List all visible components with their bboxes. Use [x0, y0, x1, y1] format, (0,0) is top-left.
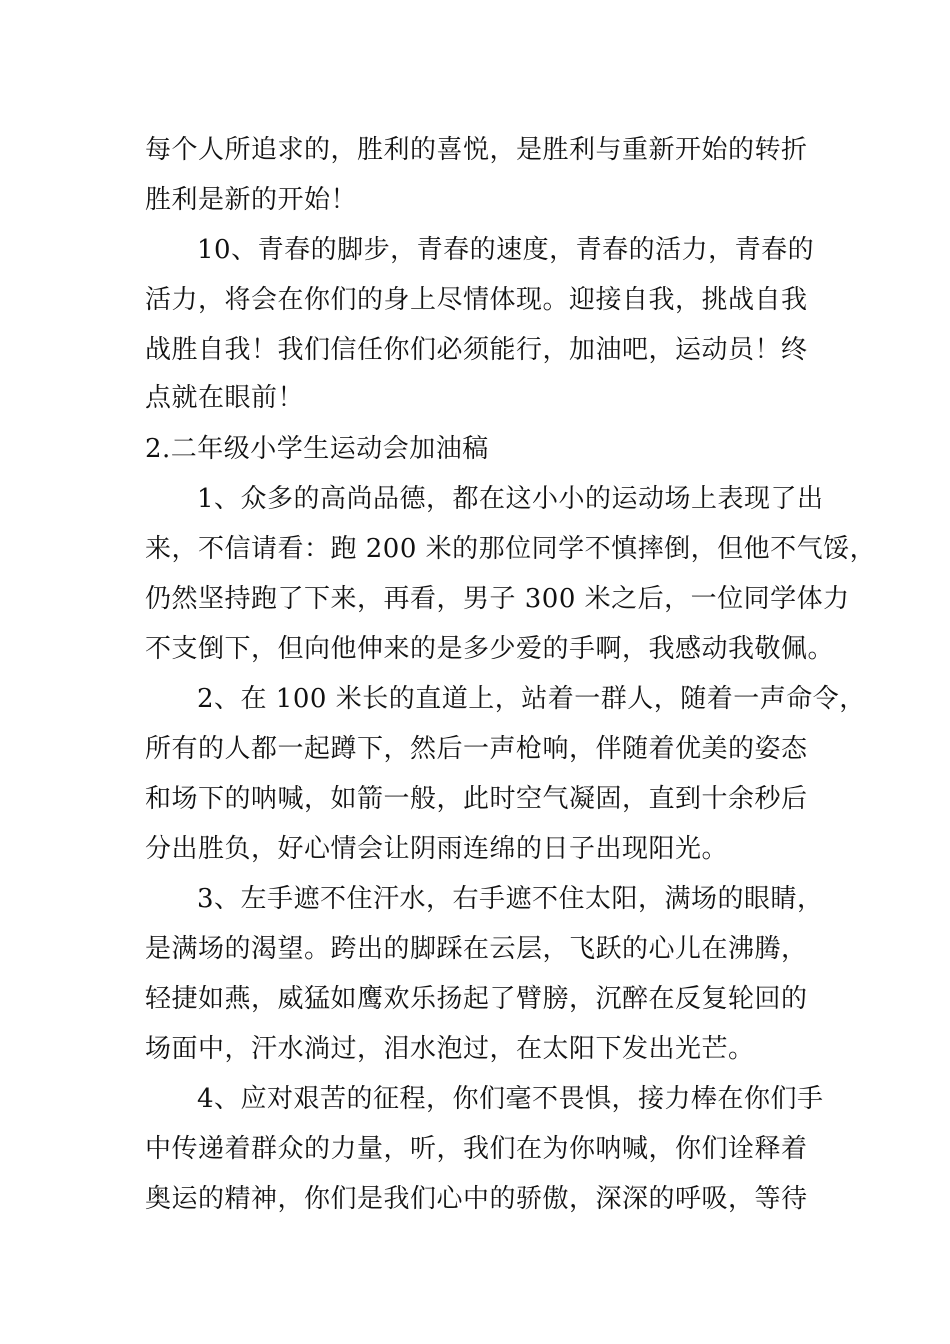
text-line: 场面中，汗水淌过，泪水泡过，在太阳下发出光芒。 [145, 1034, 755, 1064]
text-line: 活力，将会在你们的身上尽情体现。迎接自我，挑战自我 [145, 285, 808, 315]
text-line: 是满场的渴望。跨出的脚踩在云层，飞跃的心儿在沸腾， [145, 934, 808, 964]
text-line: 来，不信请看：跑 200 米的那位同学不慎摔倒，但他不气馁， [145, 534, 877, 564]
text-line: 分出胜负，好心情会让阴雨连绵的日子出现阳光。 [145, 834, 729, 864]
text-line: 每个人所追求的，胜利的喜悦，是胜利与重新开始的转折 [145, 135, 808, 165]
text-line: 所有的人都一起蹲下，然后一声枪响，伴随着优美的姿态 [145, 734, 808, 764]
text-line: 胜利是新的开始！ [145, 185, 358, 215]
text-line: 10、青春的脚步，青春的速度，青春的活力，青春的 [197, 235, 815, 265]
text-line: 仍然坚持跑了下来，再看，男子 300 米之后，一位同学体力 [145, 584, 850, 614]
text-line: 和场下的呐喊，如箭一般，此时空气凝固，直到十余秒后 [145, 784, 808, 814]
text-line: 不支倒下，但向他伸来的是多少爱的手啊，我感动我敬佩。 [145, 634, 835, 664]
text-line: 2、在 100 米长的直道上，站着一群人，随着一声命令， [197, 684, 866, 714]
text-line: 1、众多的高尚品德，都在这小小的运动场上表现了出 [197, 484, 824, 514]
section-heading: 2.二年级小学生运动会加油稿 [145, 434, 489, 464]
text-line: 轻捷如燕，威猛如鹰欢乐扬起了臂膀，沉醉在反复轮回的 [145, 984, 808, 1014]
text-line: 点就在眼前！ [145, 383, 305, 413]
text-line: 3、左手遮不住汗水，右手遮不住太阳，满场的眼睛， [197, 884, 824, 914]
text-line: 4、应对艰苦的征程，你们毫不畏惧，接力棒在你们手 [197, 1084, 824, 1114]
text-line: 中传递着群众的力量，听，我们在为你呐喊，你们诠释着 [145, 1134, 808, 1164]
text-line: 奥运的精神，你们是我们心中的骄傲，深深的呼吸，等待 [145, 1184, 808, 1214]
text-line: 战胜自我！我们信任你们必须能行，加油吧，运动员！终 [145, 335, 808, 365]
